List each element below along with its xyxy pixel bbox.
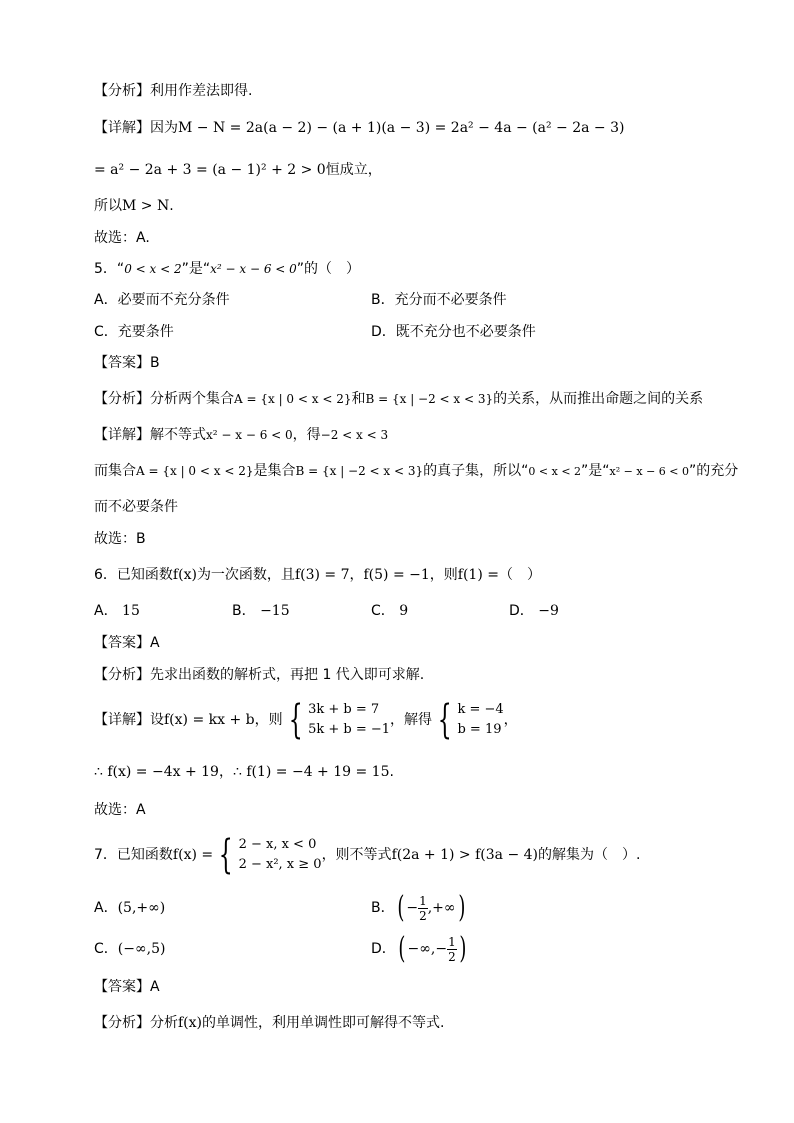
option-key: B． bbox=[371, 900, 395, 916]
q7-analysis bbox=[94, 1013, 444, 1033]
brace-icon: { bbox=[288, 697, 303, 743]
math-expression: f(2a + 1) > f(3a − 4) bbox=[391, 847, 538, 863]
case: 2 − x, x < 0 bbox=[238, 837, 317, 852]
detail-text: ， bbox=[503, 712, 518, 728]
quote: “ bbox=[116, 261, 125, 277]
option-key: C． bbox=[94, 941, 118, 957]
detail-text: ”是“ bbox=[581, 463, 610, 479]
punctuation: . bbox=[389, 764, 394, 780]
analysis-text: 和 bbox=[351, 391, 366, 407]
stem-text: ”是“ bbox=[181, 261, 211, 277]
math-expression: f(5) = −1 bbox=[363, 567, 430, 583]
q6-choice bbox=[94, 800, 146, 820]
equation: 3k + b = 7 bbox=[308, 702, 380, 717]
analysis-text: 先求出函数的解析式，再把 1 代入即可求解. bbox=[150, 667, 425, 683]
detail-text: ，则 bbox=[254, 712, 283, 728]
option-a[interactable] bbox=[94, 601, 140, 621]
q4-choice bbox=[94, 228, 150, 248]
choice-text: 故选：B bbox=[94, 531, 146, 547]
case: 2 − x², x ≥ 0 bbox=[238, 857, 322, 872]
math-expression: f(1) = bbox=[457, 567, 499, 583]
question-number: 7． bbox=[94, 847, 117, 863]
option-b[interactable] bbox=[232, 601, 290, 621]
equation-system bbox=[432, 697, 504, 743]
math-expression: −2 < x < 3 bbox=[320, 428, 389, 442]
q6-detail bbox=[94, 697, 518, 743]
option-key: A． bbox=[94, 292, 118, 308]
numerator: 1 bbox=[448, 934, 456, 949]
question-number: 5． bbox=[94, 261, 117, 277]
answer-tag: 【答案】 bbox=[94, 979, 150, 995]
analysis-tag: 【分析】 bbox=[94, 1015, 150, 1031]
math-expression: B = {x | −2 < x < 3} bbox=[295, 464, 424, 478]
stem-text: ，则 bbox=[429, 567, 458, 583]
stem-text: 已知函数 bbox=[116, 847, 173, 863]
math-expression: 0 < x < 2 bbox=[124, 262, 182, 276]
q7-stem bbox=[94, 834, 640, 876]
stem-text: ”的（ ） bbox=[296, 261, 361, 277]
math-expression: B = {x | −2 < x < 3} bbox=[365, 392, 494, 406]
equation-system bbox=[283, 697, 391, 743]
option-c[interactable] bbox=[94, 939, 165, 959]
q6-result bbox=[94, 762, 394, 782]
equation: b = 19 bbox=[457, 722, 502, 737]
math-expression: x² − x − 6 < 0 bbox=[210, 262, 297, 276]
left-paren-icon: ( bbox=[396, 890, 404, 925]
option-key: D． bbox=[509, 603, 534, 619]
analysis-text: 的关系，从而推出命题之间的关系 bbox=[493, 391, 704, 407]
fraction bbox=[447, 935, 457, 964]
stem-text: 已知函数 bbox=[116, 567, 173, 583]
detail-text: 因为 bbox=[150, 120, 178, 136]
choice-text: 故选：A. bbox=[94, 230, 150, 246]
fraction bbox=[418, 894, 428, 923]
option-a[interactable] bbox=[94, 898, 165, 918]
option-c[interactable] bbox=[371, 601, 408, 621]
question-number: 6． bbox=[94, 567, 117, 583]
math-expression: ∴ f(1) = −4 + 19 = 15 bbox=[232, 764, 390, 780]
option-key: A． bbox=[94, 900, 118, 916]
analysis-tag: 【分析】 bbox=[94, 83, 150, 99]
detail-text: 恒成立， bbox=[325, 162, 382, 178]
q5-stem bbox=[94, 259, 360, 279]
q4-detail-cont bbox=[94, 160, 382, 180]
math-expression: f(x) bbox=[172, 567, 197, 583]
q5-detail-cont bbox=[94, 461, 738, 482]
denominator: 2 bbox=[448, 949, 456, 964]
stem-text: 为一次函数，且 bbox=[196, 567, 295, 583]
analysis-tag: 【分析】 bbox=[94, 391, 150, 407]
math-expression: A = {x | 0 < x < 2} bbox=[234, 392, 352, 406]
option-text: (5,+∞) bbox=[117, 900, 166, 916]
option-key: B． bbox=[371, 292, 395, 308]
right-paren-icon: ) bbox=[457, 890, 465, 925]
option-text: − bbox=[406, 900, 419, 916]
option-key: A． bbox=[94, 603, 118, 619]
q5-choice bbox=[94, 529, 146, 549]
option-key: C． bbox=[371, 603, 395, 619]
punctuation: . bbox=[169, 198, 174, 214]
q5-analysis bbox=[94, 389, 703, 409]
analysis-text: 分析两个集合 bbox=[150, 391, 234, 407]
punctuation: ， bbox=[218, 764, 233, 780]
equation: 5k + b = −1 bbox=[308, 722, 391, 737]
option-c[interactable] bbox=[94, 322, 174, 342]
q6-stem bbox=[94, 565, 541, 585]
conclusion-text: 所以 bbox=[94, 198, 122, 214]
option-text: 充要条件 bbox=[117, 324, 174, 340]
option-b[interactable] bbox=[371, 890, 467, 926]
brace-icon: { bbox=[218, 832, 233, 878]
math-expression: f(3) = 7 bbox=[294, 567, 350, 583]
answer-tag: 【答案】 bbox=[94, 355, 150, 371]
analysis-text: 利用作差法即得. bbox=[150, 83, 253, 99]
detail-text: 设 bbox=[150, 712, 164, 728]
left-paren-icon: ( bbox=[398, 931, 406, 966]
numerator: 1 bbox=[419, 893, 427, 908]
detail-text: 是集合 bbox=[253, 463, 296, 479]
math-expression: ∴ f(x) = −4x + 19 bbox=[94, 764, 219, 780]
option-text: 必要而不充分条件 bbox=[117, 292, 230, 308]
math-expression: f(x) bbox=[178, 1015, 203, 1031]
option-b[interactable] bbox=[371, 290, 507, 310]
stem-text: 的解集为（ ）. bbox=[538, 847, 641, 863]
detail-text: ，得 bbox=[292, 427, 321, 443]
option-text: ,+∞ bbox=[427, 900, 456, 916]
math-expression: A = {x | 0 < x < 2} bbox=[136, 464, 254, 478]
equation: k = −4 bbox=[457, 702, 504, 717]
math-expression: x² − x − 6 < 0 bbox=[609, 465, 689, 478]
option-text: 9 bbox=[399, 603, 409, 619]
math-expression: 0 < x < 2 bbox=[528, 465, 582, 478]
math-expression: = a² − 2a + 3 = (a − 1)² + 2 > 0 bbox=[94, 162, 326, 178]
option-text: (−∞,5) bbox=[117, 941, 166, 957]
q6-answer bbox=[94, 633, 160, 653]
math-expression: M > N bbox=[122, 198, 170, 214]
brace-icon: { bbox=[437, 697, 452, 743]
option-key: B． bbox=[232, 603, 256, 619]
math-expression: M − N = 2a(a − 2) − (a + 1)(a − 3) = 2a² − 4a − (a² − 2a − 3) bbox=[178, 120, 625, 136]
math-expression: f(x) = kx + b bbox=[164, 712, 255, 728]
detail-tag: 【详解】 bbox=[94, 712, 150, 728]
option-key: D． bbox=[371, 941, 396, 957]
stem-text: ， bbox=[349, 567, 364, 583]
detail-text: 的真子集，所以“ bbox=[423, 463, 529, 479]
option-d[interactable] bbox=[509, 601, 559, 621]
analysis-tag: 【分析】 bbox=[94, 667, 150, 683]
stem-text: ，则不等式 bbox=[321, 847, 392, 863]
answer-value: B bbox=[150, 355, 160, 371]
option-text: −∞,− bbox=[407, 941, 448, 957]
analysis-text: 的单调性，利用单调性即可解得不等式. bbox=[202, 1015, 445, 1031]
detail-tag: 【详解】 bbox=[94, 120, 150, 136]
q4-analysis bbox=[94, 81, 252, 101]
option-text: 既不充分也不必要条件 bbox=[395, 324, 536, 340]
answer-value: A bbox=[150, 979, 160, 995]
detail-tag: 【详解】 bbox=[94, 427, 150, 443]
option-text: −15 bbox=[260, 603, 290, 619]
piecewise-function bbox=[213, 832, 322, 878]
detail-text: 解不等式 bbox=[150, 427, 206, 443]
option-d[interactable] bbox=[371, 931, 468, 967]
option-d[interactable] bbox=[371, 322, 536, 342]
q7-answer bbox=[94, 977, 160, 997]
analysis-text: 分析 bbox=[150, 1015, 178, 1031]
answer-value: A bbox=[150, 635, 160, 651]
q5-answer bbox=[94, 353, 160, 373]
stem-text: （ ） bbox=[498, 567, 541, 583]
q6-analysis bbox=[94, 665, 424, 685]
math-expression: f(x) = bbox=[172, 847, 214, 863]
option-text: 充分而不必要条件 bbox=[394, 292, 507, 308]
math-expression: x² − x − 6 < 0 bbox=[206, 428, 293, 442]
q5-detail-cont2 bbox=[94, 497, 178, 517]
detail-text: ，解得 bbox=[390, 712, 433, 728]
option-a[interactable] bbox=[94, 290, 230, 310]
option-text: −9 bbox=[538, 603, 559, 619]
choice-text: 故选：A bbox=[94, 802, 146, 818]
q5-detail bbox=[94, 425, 388, 445]
right-paren-icon: ) bbox=[459, 931, 467, 966]
answer-tag: 【答案】 bbox=[94, 635, 150, 651]
denominator: 2 bbox=[419, 908, 427, 923]
option-text: 15 bbox=[122, 603, 140, 619]
option-key: C． bbox=[94, 324, 118, 340]
detail-text: 而集合 bbox=[94, 463, 136, 479]
detail-text: 而不必要条件 bbox=[94, 499, 178, 515]
q4-detail bbox=[94, 118, 624, 138]
detail-text: ”的充分 bbox=[689, 463, 739, 479]
option-key: D． bbox=[371, 324, 396, 340]
q4-conclusion bbox=[94, 196, 174, 216]
